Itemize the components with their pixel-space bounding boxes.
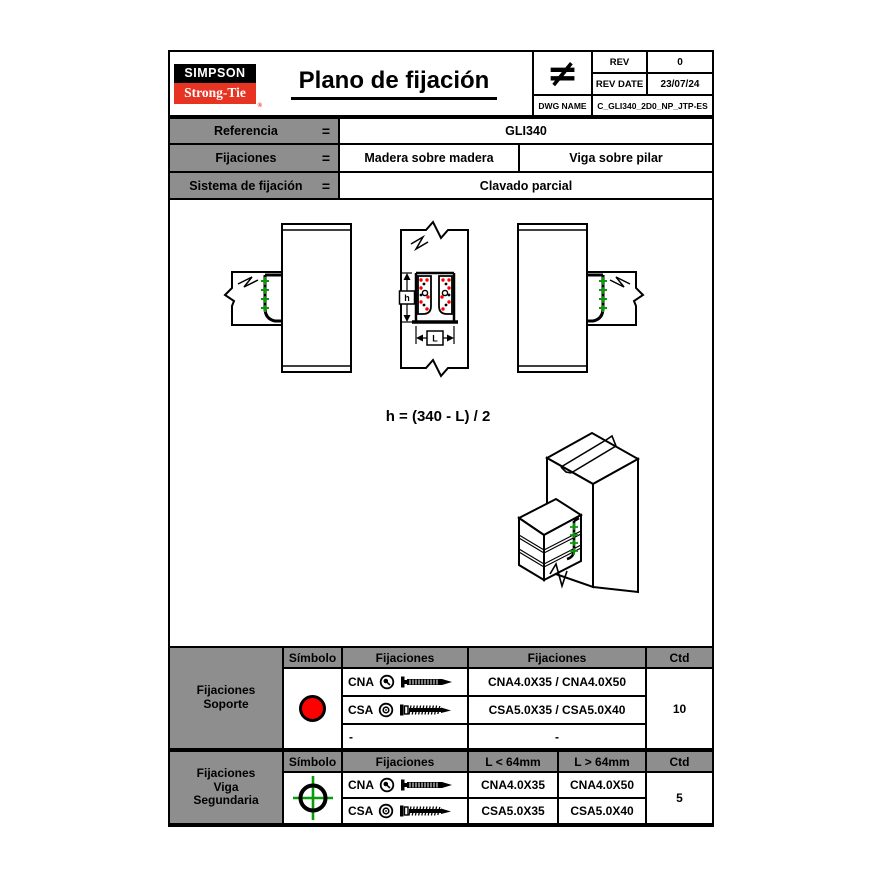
fixing-name: CSA (348, 804, 374, 818)
support-fixing-symbol (299, 695, 326, 722)
left-side-view (225, 224, 351, 372)
symbol-cell (284, 669, 341, 748)
dimension-formula: h = (340 - L) / 2 (385, 408, 491, 425)
fixing-name: CSA (348, 703, 374, 717)
fixing-name: - (343, 725, 467, 748)
support-fixings-table (170, 646, 712, 750)
page-title: Plano de fijación (291, 67, 498, 100)
brand-strongtie: Strong-Tie (174, 83, 256, 104)
column-header-l-long: L > 64mm (559, 752, 645, 771)
isometric-view (519, 433, 638, 592)
column-header-simbolo: Símbolo (284, 648, 341, 667)
qty-value: 10 (647, 669, 712, 748)
registered-mark: ® (257, 102, 262, 109)
dim-l-label: L (432, 333, 438, 344)
fixing-type-cell (343, 773, 467, 797)
fixing-name: CNA (348, 675, 374, 689)
dwg-name-value: C_GLI340_2D0_NP_JTP-ES (593, 96, 712, 115)
csa-head-icon (378, 702, 394, 718)
cna-head-icon (379, 674, 395, 690)
qty-value: 5 (647, 773, 712, 823)
column-header-ctd: Ctd (647, 752, 712, 771)
ref-value-fijaciones-1: Madera sobre madera (340, 145, 518, 171)
beam-fixings-table (170, 750, 712, 825)
drawing-sheet (168, 50, 714, 827)
brand-simpson: SIMPSON (174, 64, 256, 83)
drawing-area (170, 200, 712, 646)
dim-h-label: h (404, 293, 410, 303)
equals-sign: = (321, 123, 330, 139)
logo-title-cell (170, 52, 532, 115)
fixing-spec-short: CNA4.0X35 (469, 773, 557, 797)
column-header-ctd: Ctd (647, 648, 712, 667)
fixing-spec: CNA4.0X35 / CNA4.0X50 (469, 669, 645, 695)
column-header-fijaciones: Fijaciones (469, 648, 645, 667)
brand-logo (174, 64, 262, 109)
column-header-fijaciones: Fijaciones (343, 752, 467, 771)
fixing-type-cell (343, 799, 467, 823)
ref-row-label: Sistema de fijación = (170, 173, 338, 198)
fixing-spec-long: CNA4.0X50 (559, 773, 645, 797)
fixing-name: CNA (348, 778, 374, 792)
beam-fixing-symbol (290, 773, 336, 823)
equals-sign: = (321, 150, 330, 166)
fixing-spec: - (469, 725, 645, 748)
technical-drawing-svg (170, 200, 712, 646)
rev-value: 0 (648, 52, 712, 72)
equals-sign: = (321, 177, 330, 194)
fixing-spec: CSA5.0X35 / CSA5.0X40 (469, 697, 645, 723)
fixing-spec-short: CSA5.0X35 (469, 799, 557, 823)
rev-date-value: 23/07/24 (648, 74, 712, 94)
symbol-cell (284, 773, 341, 823)
dwg-name-label: DWG NAME (534, 96, 591, 115)
nail-icon (400, 777, 454, 793)
fixing-type-cell (343, 669, 467, 695)
csa-head-icon (378, 803, 394, 819)
right-side-view (518, 224, 643, 372)
column-header-simbolo: Símbolo (284, 752, 341, 771)
screw-icon (399, 803, 453, 819)
nail-icon (400, 674, 454, 690)
ref-value-sistema: Clavado parcial (340, 173, 712, 198)
reference-table (170, 117, 712, 200)
ref-value-referencia: GLI340 (340, 119, 712, 143)
column-header-l-short: L < 64mm (469, 752, 557, 771)
front-view (400, 222, 469, 376)
ref-row-label: Fijaciones = (170, 145, 338, 171)
fixing-type-cell (343, 697, 467, 723)
ref-value-fijaciones-2: Viga sobre pilar (520, 145, 712, 171)
table-row-label: Fijaciones Viga Segundaria (170, 752, 282, 823)
column-header-fijaciones: Fijaciones (343, 648, 467, 667)
table-row-label: Fijaciones Soporte (170, 648, 282, 748)
screw-icon (399, 702, 453, 718)
ref-row-label: Referencia = (170, 119, 338, 143)
not-equal-symbol: ≠ (534, 52, 591, 94)
rev-date-label: REV DATE (593, 74, 646, 94)
cna-head-icon (379, 777, 395, 793)
title-block (170, 52, 712, 117)
fixing-spec-long: CSA5.0X40 (559, 799, 645, 823)
rev-label: REV (593, 52, 646, 72)
